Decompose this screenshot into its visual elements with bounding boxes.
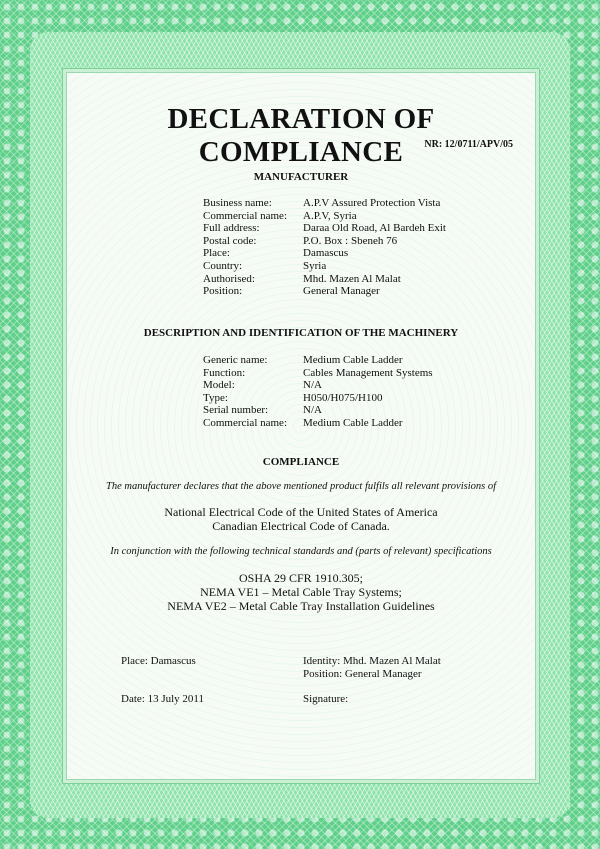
field-row	[203, 273, 446, 286]
field-value: Mhd. Mazen Al Malat	[303, 272, 401, 285]
field-value: H050/H075/H100	[303, 391, 383, 404]
field-row	[203, 417, 433, 430]
place-field: Place: Damascus	[121, 655, 196, 667]
field-value: Daraa Old Road, Al Bardeh Exit	[303, 222, 446, 235]
field-label: Function:	[203, 366, 246, 379]
code-line: Canadian Electrical Code of Canada.	[212, 519, 390, 533]
position-field: Position: General Manager	[303, 668, 422, 680]
field-value: Syria	[303, 259, 327, 272]
field-row	[203, 404, 433, 417]
identity-field: Identity: Mhd. Mazen Al Malat	[303, 655, 441, 667]
field-label: Full address:	[203, 222, 260, 235]
field-row	[203, 222, 446, 235]
field-label: Authorised:	[203, 272, 255, 285]
field-label: Serial number:	[203, 404, 269, 417]
field-label: Type:	[203, 391, 228, 404]
code-line: National Electrical Code of the United States of America	[164, 505, 438, 519]
signature-field: Signature:	[303, 693, 349, 705]
field-label: Commercial name:	[203, 416, 287, 429]
machinery-fields	[203, 354, 433, 430]
field-label: Place:	[203, 247, 230, 260]
field-label: Position:	[203, 285, 243, 298]
field-row	[203, 285, 446, 298]
conjunction-text: In conjunction with the following technical standards and (parts of relevant) specifications	[110, 546, 492, 557]
standard-line: NEMA VE1 – Metal Cable Tray Systems;	[200, 585, 402, 599]
compliance-heading: COMPLIANCE	[262, 456, 340, 468]
field-row	[203, 260, 446, 273]
field-label: Business name:	[203, 197, 272, 209]
field-row	[203, 379, 433, 392]
field-label: Commercial name:	[203, 209, 287, 222]
field-label: Country:	[203, 259, 243, 272]
field-row	[203, 197, 446, 210]
field-value: A.P.V, Syria	[303, 209, 357, 222]
standard-line: OSHA 29 CFR 1910.305;	[238, 571, 364, 585]
field-value: A.P.V Assured Protection Vista	[303, 197, 441, 209]
field-label: Generic name:	[203, 354, 268, 366]
field-value: Cables Management Systems	[303, 366, 433, 379]
field-label: Model:	[203, 379, 235, 392]
date-field: Date: 13 July 2011	[121, 693, 204, 705]
field-row	[203, 367, 433, 380]
field-value: General Manager	[303, 285, 380, 298]
field-row	[203, 210, 446, 223]
field-row	[203, 392, 433, 405]
field-value: N/A	[303, 404, 322, 417]
field-value: Damascus	[303, 247, 349, 260]
field-row	[203, 354, 433, 367]
reference-number: NR: 12/0711/APV/05	[424, 139, 513, 150]
declaration-text: The manufacturer declares that the above mentioned product fulfils all relevant provisions of	[106, 481, 496, 492]
field-value: Medium Cable Ladder	[303, 354, 403, 366]
certificate-panel	[66, 72, 536, 780]
field-value: P.O. Box : Sbeneh 76	[303, 234, 398, 247]
field-row	[203, 247, 446, 260]
field-label: Postal code:	[203, 234, 257, 247]
field-row	[203, 235, 446, 248]
manufacturer-heading: MANUFACTURER	[253, 171, 349, 183]
field-value: Medium Cable Ladder	[303, 416, 403, 429]
document-title: DECLARATION OF COMPLIANCE	[167, 103, 435, 168]
field-value: N/A	[303, 379, 322, 392]
standard-line: NEMA VE2 – Metal Cable Tray Installation Guidelines	[167, 599, 435, 613]
machinery-heading: DESCRIPTION AND IDENTIFICATION OF THE MACHINERY	[143, 327, 459, 339]
manufacturer-fields	[203, 197, 446, 298]
